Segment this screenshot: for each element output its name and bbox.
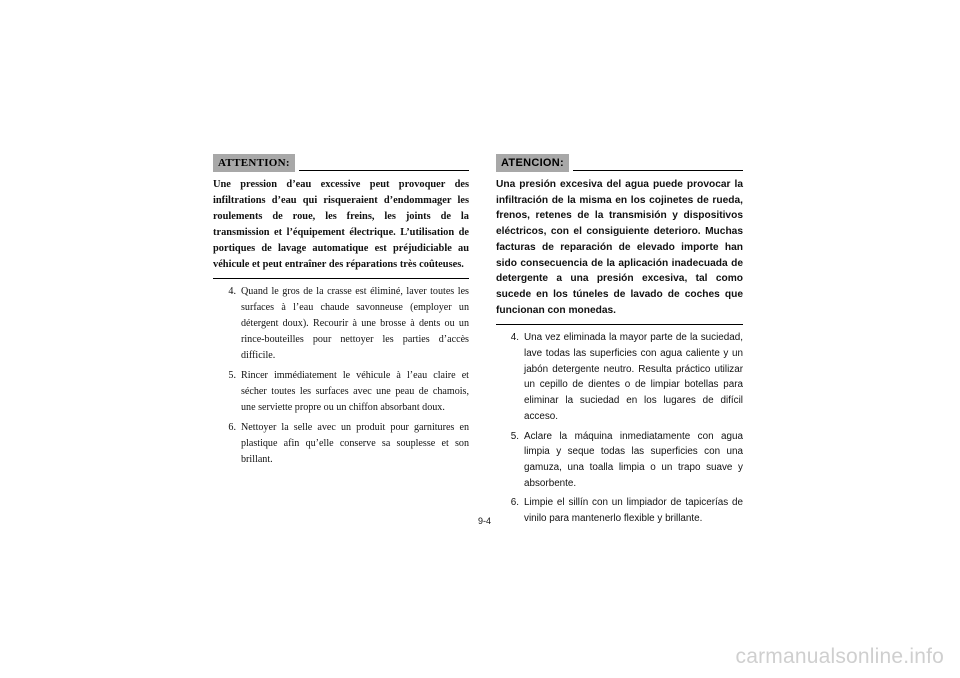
step-text: Rincer immédiatement le véhicule à l’eau claire et sécher toutes les surfaces avec une peau de chamois, une serviette propre ou un chiffon absorbant doux.	[241, 369, 469, 413]
spanish-column	[496, 152, 743, 531]
watermark-link[interactable]: carmanualsonline.info	[735, 645, 944, 668]
step-text: Limpie el sillín con un limpiador de tapicerías de vinilo para mantenerlo flexible y brillante.	[524, 497, 743, 525]
caution-label: ATENCION:	[496, 154, 569, 172]
step-item	[213, 420, 469, 468]
caution-header	[213, 152, 469, 172]
step-number: 4.	[228, 286, 236, 298]
step-item	[213, 368, 469, 416]
step-number: 5.	[510, 430, 519, 442]
step-text: Una vez eliminada la mayor parte de la suciedad, lave todas las superficies con agua caliente y un jabón detergente neutro. Resulta práctico utilizar un cepillo de dientes o de limpiar botellas para eliminar la suciedad en los lugares de difícil acceso.	[524, 332, 743, 422]
french-column	[213, 152, 469, 471]
caution-rule	[299, 170, 469, 171]
steps-list	[213, 284, 469, 467]
step-text: Aclare la máquina inmediatamente con agua limpia y seque todas las superficies con una gamuza, una toalla limpia o un trapo suave y absorbente.	[524, 430, 743, 489]
caution-label: ATTENTION:	[213, 154, 295, 172]
caution-text: Una presión excesiva del agua puede provocar la infiltración de la misma en los cojinetes de rueda, frenos, retenes de la transmisión y dispositivos eléctricos, con el consiguiente deterioro. Muchas facturas de reparación de elevado importe han sido consecuencia de la aplicación inadecuada de detergente a una presión excesiva, tal como sucede en los túneles de lavado de coches que funcionan con monedas.	[496, 177, 743, 325]
steps-list	[496, 330, 743, 526]
step-text: Quand le gros de la crasse est éliminé, laver toutes les surfaces à l’eau chaude savonneuse (employer un détergent doux). Recourir à une brosse à dents ou un rince-bouteilles pour nettoyer les parties d’accès difficile.	[241, 286, 469, 362]
step-number: 6.	[228, 421, 236, 433]
step-number: 4.	[510, 332, 519, 344]
step-number: 5.	[228, 369, 236, 381]
step-item	[213, 284, 469, 364]
caution-text: Une pression d’eau excessive peut provoquer des infiltrations d’eau qui risqueraient d’endommager les roulements de roue, les freins, les joints de la transmission et l’équipement électrique. L’utilisation de portiques de lavage automatique est préjudiciable au véhicule et peut entraîner des réparations très coûteuses.	[213, 177, 469, 279]
step-item	[496, 429, 743, 492]
step-number: 6.	[510, 497, 519, 509]
caution-header	[496, 152, 743, 172]
caution-rule	[573, 170, 743, 171]
step-item	[496, 330, 743, 424]
step-text: Nettoyer la selle avec un produit pour garnitures en plastique afin qu’elle conserve sa souplesse et son brillant.	[241, 421, 469, 465]
page-number: 9-4	[478, 516, 492, 526]
step-item	[496, 495, 743, 526]
